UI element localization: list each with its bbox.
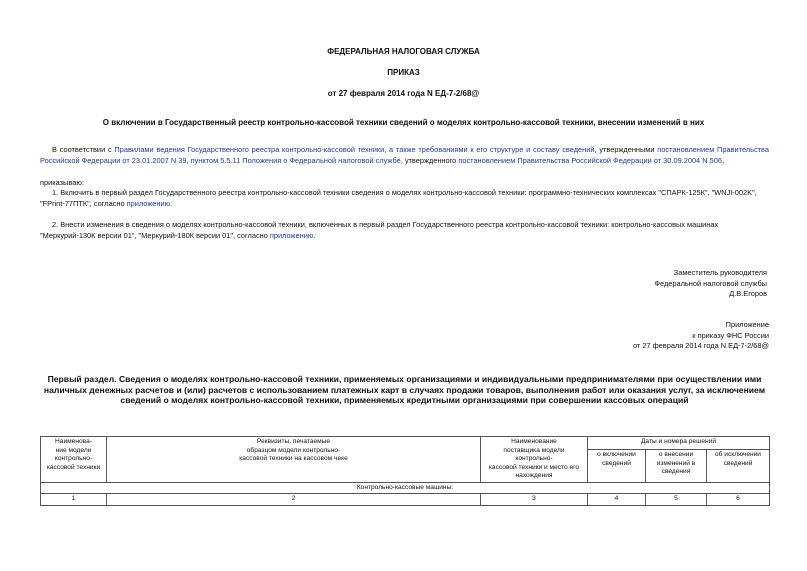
doc-date-number: от 27 февраля 2014 года N ЕД-7-2/68@	[327, 89, 480, 98]
col-number-2: 2	[107, 494, 481, 506]
link-clause-5-5-11[interactable]: пунктом 5.5.11 Положения о Федеральной налоговой службе	[190, 156, 401, 165]
signature-agency: Федеральной налоговой службы	[654, 278, 767, 288]
link-decree-506[interactable]: постановлением Правительства Российской Федерации от 30.09.2004 N 506	[458, 156, 722, 165]
signature-position: Заместитель руководителя	[673, 268, 767, 277]
appendix-label: Приложение	[725, 320, 769, 329]
item-2-tail: .	[313, 231, 316, 240]
item-1-text: 1. Включить в первый раздел Государственного реестра контрольно-кассовой техники сведения о моделях контрольно-кассовой техники: программно-технических комплексах "СПАРК-125К", "WNJI-002K", "FPrint-77ПТК", согласно	[40, 188, 757, 208]
signature-name: Д.В.Егоров	[729, 289, 767, 298]
order-item-1	[40, 187, 769, 209]
link-decree-39[interactable]: постановлением Правительства Российской Федерации от 23.01.2007 N 39	[40, 145, 770, 165]
doc-type: ПРИКАЗ	[387, 68, 420, 77]
col-header-exclusion: об исключении сведений	[707, 450, 770, 482]
col-number-4: 4	[588, 494, 646, 506]
appendix-reference	[500, 320, 769, 352]
register-table	[40, 436, 770, 506]
preamble-text-3: ,	[186, 156, 191, 165]
col-number-1: 1	[41, 494, 107, 506]
col-number-6: 6	[707, 494, 770, 506]
preamble-text-4: , утвержденного	[400, 156, 459, 165]
preamble-text-1: В соответствии с	[52, 145, 115, 154]
preamble-text-5: ,	[721, 156, 725, 165]
col-number-5: 5	[646, 494, 707, 506]
col-header-supplier: Наименование поставщика модели контрольно- кассовой техники и место его нахождения	[481, 437, 588, 483]
table-section-row: Контрольно-кассовые машины:	[41, 482, 770, 494]
col-header-decisions-group: Даты и номера решений	[588, 437, 770, 450]
preamble-text-2: , утвержденными	[594, 145, 658, 154]
link-register-rules[interactable]: Правилами ведения Государственного реестра контрольно-кассовой техники, а также требованиями к его структуре и составу сведений	[114, 145, 595, 154]
order-word: приказываю:	[40, 178, 84, 187]
doc-title: О включении в Государственный реестр контрольно-кассовой техники сведений о моделях контрольно-кассовой техники, внесении изменений в них	[102, 118, 705, 127]
item-2-text: 2. Внести изменения в сведения о моделях контрольно-кассовой техники, включенных в первый раздел Государственного реестра контрольно-кассовой техники: контрольно-кассовых машинах "Меркурий-130К версии 01", "Меркурий-180К версии 01", согласно	[40, 220, 719, 240]
col-header-model-name: Наименова- ние модели контрольно- кассовой техники	[41, 437, 107, 483]
col-number-3: 3	[481, 494, 588, 506]
col-header-receipt-requisites: Реквизиты, печатаемые образцом модели контрольно- кассовой техники на кассовом чеке	[107, 437, 481, 483]
order-item-2	[40, 219, 769, 241]
link-appendix-2[interactable]: приложению	[269, 231, 314, 240]
preamble	[40, 144, 769, 166]
agency-name: ФЕДЕРАЛЬНАЯ НАЛОГОВАЯ СЛУЖБА	[327, 47, 480, 56]
col-header-inclusion: о включении сведений	[588, 450, 646, 482]
item-1-tail: .	[170, 199, 173, 208]
appendix-date-number: от 27 февраля 2014 года N ЕД-7-2/68@	[632, 341, 769, 350]
signature-block	[500, 268, 767, 300]
link-appendix-1[interactable]: приложению	[126, 199, 171, 208]
col-header-changes: о внесении изменений в сведения	[646, 450, 707, 482]
appendix-to-order: к приказу ФНС России	[692, 330, 769, 340]
section-title: Первый раздел. Сведения о моделях контрольно-кассовой техники, применяемых организациями и индивидуальными предпринимателями при осуществлении ими наличных денежных расчетов и (или) расчетов с использованием платежных карт в случаях продажи товаров, выполнения работ или оказания услуг, за исключением сведений о моделях контрольно-кассовой техники, применяемых кредитными организациями при совершении кассовых операций	[43, 374, 766, 405]
column-numbers-row	[41, 494, 770, 506]
